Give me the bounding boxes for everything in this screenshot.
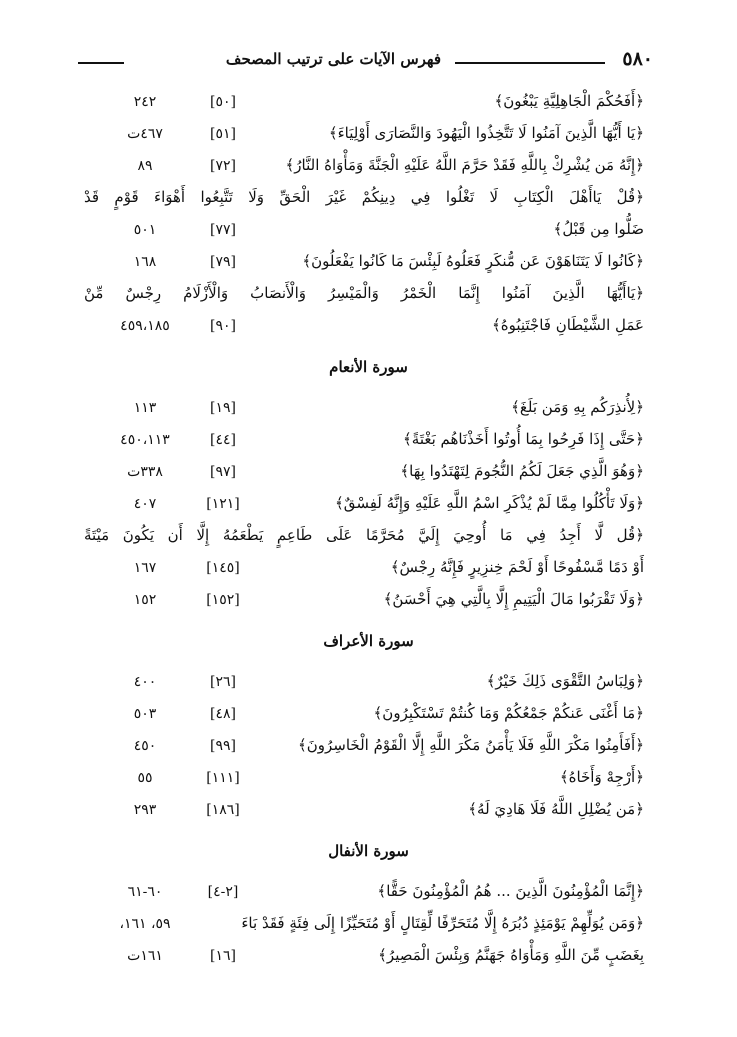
- aya-number: [٧٢]: [210, 158, 236, 174]
- page-header: [78, 48, 653, 74]
- aya-number: [١٦]: [210, 948, 236, 964]
- index-row: [0, 88, 737, 120]
- page-references: ٦٠-٦١: [127, 884, 163, 900]
- surah-heading: [0, 344, 737, 394]
- aya-number: [٩٠]: [210, 318, 236, 334]
- index-row: [0, 120, 737, 152]
- aya-number: [١٢١]: [206, 496, 240, 512]
- page-references: ٤٠٧: [133, 496, 157, 512]
- verse-text: ﴿يَا أَيُّهَا الَّذِينَ آمَنُوا لَا تَتَّخِذُوا الْيَهُودَ وَالنَّصَارَى أَوْلِيَاءَ﴾: [328, 124, 644, 142]
- index-row: [0, 522, 737, 554]
- verse-text: ﴿وَلِبَاسُ التَّقْوَى ذَلِكَ خَيْرٌ﴾: [486, 672, 644, 690]
- verse-text: بِغَضَبٍ مِّنَ اللَّهِ وَمَأْوَاهُ جَهَنَّمُ وَبِئْسَ الْمَصِيرُ﴾: [378, 946, 644, 964]
- surah-title: سورة الأنفال: [328, 842, 409, 860]
- aya-number: [٧٧]: [210, 222, 236, 238]
- verse-text: ضَلُّوا مِن قَبْلُ﴾: [553, 220, 644, 238]
- index-row: [0, 184, 737, 216]
- index-row: [0, 394, 737, 426]
- aya-number: [٥٠]: [210, 94, 236, 110]
- page-references: ١٦١ت: [127, 948, 163, 964]
- index-row: [0, 732, 737, 764]
- aya-number: [١٤٥]: [206, 560, 240, 576]
- aya-number: [١١١]: [206, 770, 240, 786]
- index-row: [0, 942, 737, 974]
- page-references: ٢٤٢: [133, 94, 157, 110]
- index-row: [0, 312, 737, 344]
- index-row: [0, 910, 737, 942]
- aya-number: [٢٦]: [210, 674, 236, 690]
- verse-text: أَوْ دَمًا مَّسْفُوحًا أَوْ لَحْمَ خِنزِيرٍ فَإِنَّهُ رِجْسٌ﴾: [390, 558, 644, 576]
- verse-index-list: [0, 88, 737, 974]
- index-row: [0, 700, 737, 732]
- header-rule-right: [455, 62, 605, 64]
- header-rule-left: [78, 62, 124, 64]
- verse-text: ﴿أَرْجِهْ وَأَخَاهُ﴾: [559, 768, 644, 786]
- index-row: [0, 426, 737, 458]
- verse-text: عَمَلِ الشَّيْطَانِ فَاجْتَنِبُوهُ﴾: [491, 316, 644, 334]
- page-references: ٥٠١: [133, 222, 157, 238]
- index-row: [0, 152, 737, 184]
- page-references: ٢٩٣: [133, 802, 157, 818]
- index-row: [0, 248, 737, 280]
- verse-text: ﴿لِأُنذِرَكُم بِهِ وَمَن بَلَغَ﴾: [511, 398, 644, 416]
- aya-number: [١٥٢]: [206, 592, 240, 608]
- page-title: فهرس الآيات على ترتيب المصحف: [225, 50, 441, 68]
- verse-text: ﴿مَن يُضْلِلِ اللَّهُ فَلَا هَادِيَ لَهُ﴾: [468, 800, 644, 818]
- page-references: ١١٣: [133, 400, 157, 416]
- page-references: ٤٥٠: [133, 738, 157, 754]
- aya-number: [١٩]: [210, 400, 236, 416]
- aya-number: [٩٧]: [210, 464, 236, 480]
- verse-text: ﴿كَانُوا لَا يَتَنَاهَوْنَ عَن مُّنكَرٍ فَعَلُوهُ لَبِئْسَ مَا كَانُوا يَفْعَلُونَ﴾: [302, 252, 644, 270]
- verse-text: ﴿وَلَا تَقْرَبُوا مَالَ الْيَتِيمِ إِلَّا بِالَّتِي هِيَ أَحْسَنُ﴾: [383, 590, 644, 608]
- verse-text: ﴿أَفَحُكْمَ الْجَاهِلِيَّةِ يَبْغُونَ﴾: [494, 92, 644, 110]
- aya-number: [٤٨]: [210, 706, 236, 722]
- index-row: [0, 586, 737, 618]
- verse-text: ﴿وَهُوَ الَّذِي جَعَلَ لَكُمُ النُّجُومَ لِتَهْتَدُوا بِهَا﴾: [400, 462, 644, 480]
- surah-heading: [0, 828, 737, 878]
- page-references: ٥٩، ١٦١،: [119, 916, 171, 932]
- index-row: [0, 796, 737, 828]
- page-references: ١٦٨: [133, 254, 157, 270]
- verse-text: ﴿إِنَّمَا الْمُؤْمِنُونَ الَّذِينَ ... هُمُ الْمُؤْمِنُونَ حَقًّا﴾: [377, 882, 644, 900]
- aya-number: [٢-٤]: [207, 884, 239, 900]
- verse-text: ﴿قُل لَّا أَجِدُ فِي مَا أُوحِيَ إِلَيَّ مُحَرَّمًا عَلَى طَاعِمٍ يَطْعَمُهُ إِلَّا أَن يَكُونَ مَيْتَةً: [84, 526, 644, 544]
- aya-number: [٤٤]: [210, 432, 236, 448]
- aya-number: [١٨٦]: [206, 802, 240, 818]
- surah-heading: [0, 618, 737, 668]
- page-references: ٣٣٨ت: [127, 464, 163, 480]
- index-row: [0, 216, 737, 248]
- index-row: [0, 554, 737, 586]
- aya-number: [٥١]: [210, 126, 236, 142]
- verse-text: ﴿وَمَن يُوَلِّهِمْ يَوْمَئِذٍ دُبُرَهُ إِلَّا مُتَحَرِّفًا لِّقِتَالٍ أَوْ مُتَحَيِّزًا إِلَى فِئَةٍ فَقَدْ بَاءَ: [241, 914, 644, 932]
- aya-number: [٧٩]: [210, 254, 236, 270]
- page-references: ١٥٢: [133, 592, 157, 608]
- page-references: ١٦٧: [133, 560, 157, 576]
- index-row: [0, 878, 737, 910]
- index-row: [0, 280, 737, 312]
- verse-text: ﴿أَفَأَمِنُوا مَكْرَ اللَّهِ فَلَا يَأْمَنُ مَكْرَ اللَّهِ إِلَّا الْقَوْمُ الْخَاسِرُونَ﴾: [297, 736, 644, 754]
- page-number: ٥٨٠: [622, 48, 653, 70]
- verse-text: ﴿يَاأَيُّهَا الَّذِينَ آمَنُوا إِنَّمَا الْخَمْرُ وَالْمَيْسِرُ وَالْأَنصَابُ وَالْأَزْلَامُ رِجْسٌ مِّنْ: [84, 284, 644, 302]
- page-references: ٤٠٠: [133, 674, 157, 690]
- aya-number: [٩٩]: [210, 738, 236, 754]
- verse-text: ﴿قُلْ يَاأَهْلَ الْكِتَابِ لَا تَغْلُوا فِي دِينِكُمْ غَيْرَ الْحَقِّ وَلَا تَتَّبِعُوا أَهْوَاءَ قَوْمٍ قَدْ: [84, 188, 644, 206]
- surah-title: سورة الأنعام: [329, 358, 408, 376]
- verse-text: ﴿إِنَّهُ مَن يُشْرِكْ بِاللَّهِ فَقَدْ حَرَّمَ اللَّهُ عَلَيْهِ الْجَنَّةَ وَمَأْوَاهُ النَّارُ﴾: [285, 156, 644, 174]
- index-row: [0, 668, 737, 700]
- index-row: [0, 458, 737, 490]
- index-row: [0, 490, 737, 522]
- verse-text: ﴿وَلَا تَأْكُلُوا مِمَّا لَمْ يُذْكَرِ اسْمُ اللَّهِ عَلَيْهِ وَإِنَّهُ لَفِسْقٌ﴾: [335, 494, 644, 512]
- page-references: ٤٥٩،١٨٥: [120, 318, 170, 334]
- page-references: ٨٩: [137, 158, 153, 174]
- page-references: ٥٠٣: [133, 706, 157, 722]
- page-references: ٤٦٧ت: [127, 126, 163, 142]
- verse-text: ﴿مَا أَغْنَى عَنكُمْ جَمْعُكُمْ وَمَا كُنتُمْ تَسْتَكْبِرُونَ﴾: [373, 704, 644, 722]
- page-references: ٤٥٠،١١٣: [120, 432, 170, 448]
- surah-title: سورة الأعراف: [323, 632, 414, 650]
- index-row: [0, 764, 737, 796]
- verse-text: ﴿حَتَّى إِذَا فَرِحُوا بِمَا أُوتُوا أَخَذْنَاهُم بَغْتَةً﴾: [403, 430, 644, 448]
- page-references: ٥٥: [137, 770, 153, 786]
